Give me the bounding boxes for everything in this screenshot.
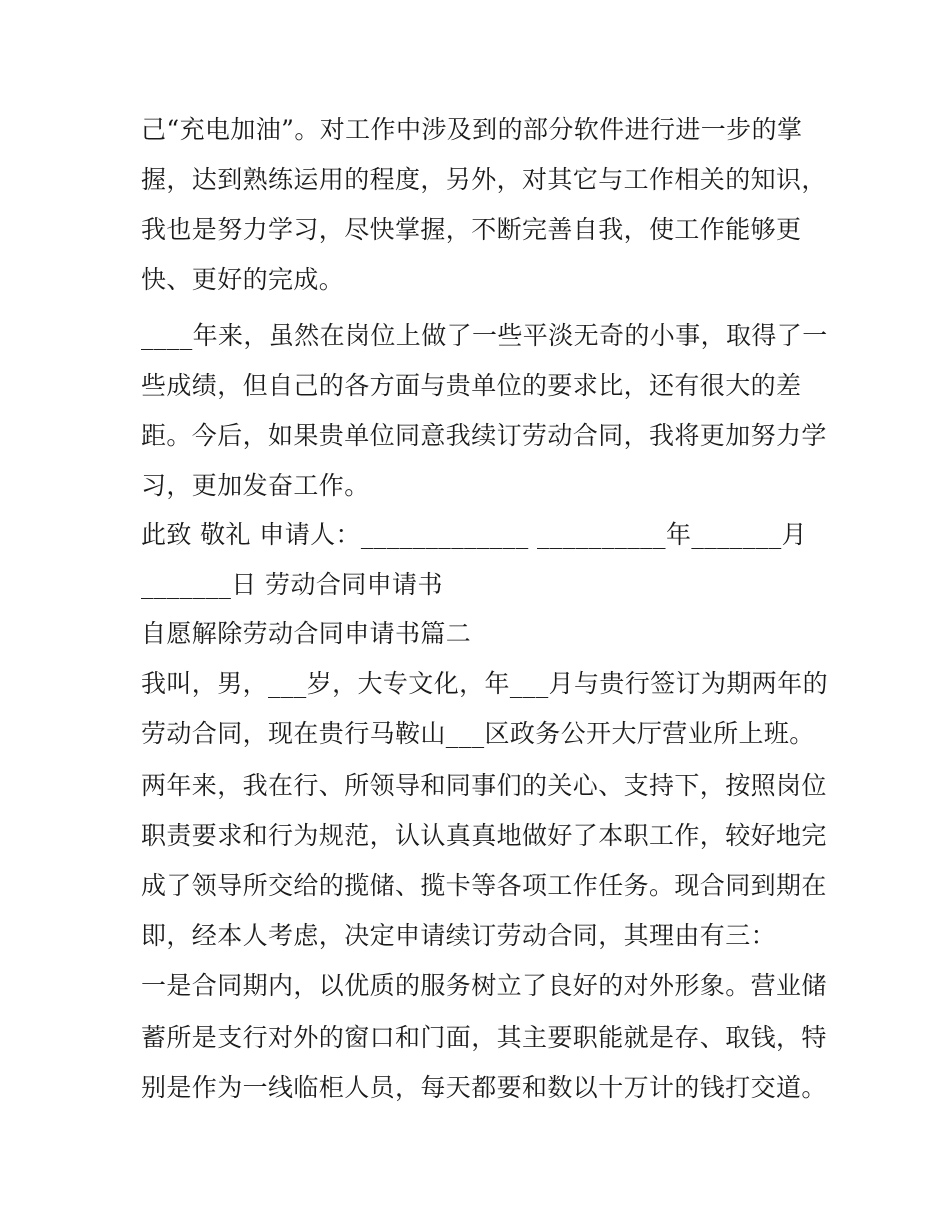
text-line: 握，达到熟练运用的程度，另外，对其它与工作相关的知识， bbox=[141, 165, 827, 194]
text-line: 一是合同期内，以优质的服务树立了良好的对外形象。营业储 bbox=[141, 971, 827, 1000]
text-line: ____年来，虽然在岗位上做了一些平淡无奇的小事，取得了一 bbox=[141, 321, 828, 350]
text-line: 我叫，男，___岁，大专文化，年___月与贵行签订为期两年的 bbox=[141, 669, 829, 698]
signature-line: 此致 敬礼 申请人：_____________ __________年_______月 bbox=[141, 520, 808, 549]
text-line: 己“充电加油”。对工作中涉及到的部分软件进行进一步的掌 bbox=[141, 115, 803, 144]
text-line: 两年来，我在行、所领导和同事们的关心、支持下，按照岗位 bbox=[141, 771, 827, 800]
text-line: 劳动合同，现在贵行马鞍山___区政务公开大厅营业所上班。 bbox=[141, 719, 815, 748]
text-line: 蓄所是支行对外的窗口和门面，其主要职能就是存、取钱，特 bbox=[141, 1023, 827, 1052]
text-line: 我也是努力学习，尽快掌握，不断完善自我，使工作能够更 bbox=[141, 215, 802, 244]
text-line: 成了领导所交给的揽储、揽卡等各项工作任务。现合同到期在 bbox=[141, 871, 827, 900]
text-line: 距。今后，如果贵单位同意我续订劳动合同，我将更加努力学 bbox=[141, 421, 827, 450]
text-line: 职责要求和行为规范，认认真真地做好了本职工作，较好地完 bbox=[141, 821, 827, 850]
text-line: 别是作为一线临柜人员，每天都要和数以十万计的钱打交道。 bbox=[141, 1073, 827, 1102]
text-line: 快、更好的完成。 bbox=[141, 265, 345, 294]
text-line: 习，更加发奋工作。 bbox=[141, 471, 370, 500]
date-line: _______日 劳动合同申请书 bbox=[141, 570, 443, 599]
text-line: 即，经本人考虑，决定申请续订劳动合同，其理由有三： bbox=[141, 921, 777, 950]
text-line: 些成绩，但自己的各方面与贵单位的要求比，还有很大的差 bbox=[141, 371, 802, 400]
section-heading: 自愿解除劳动合同申请书篇二 bbox=[141, 619, 472, 648]
